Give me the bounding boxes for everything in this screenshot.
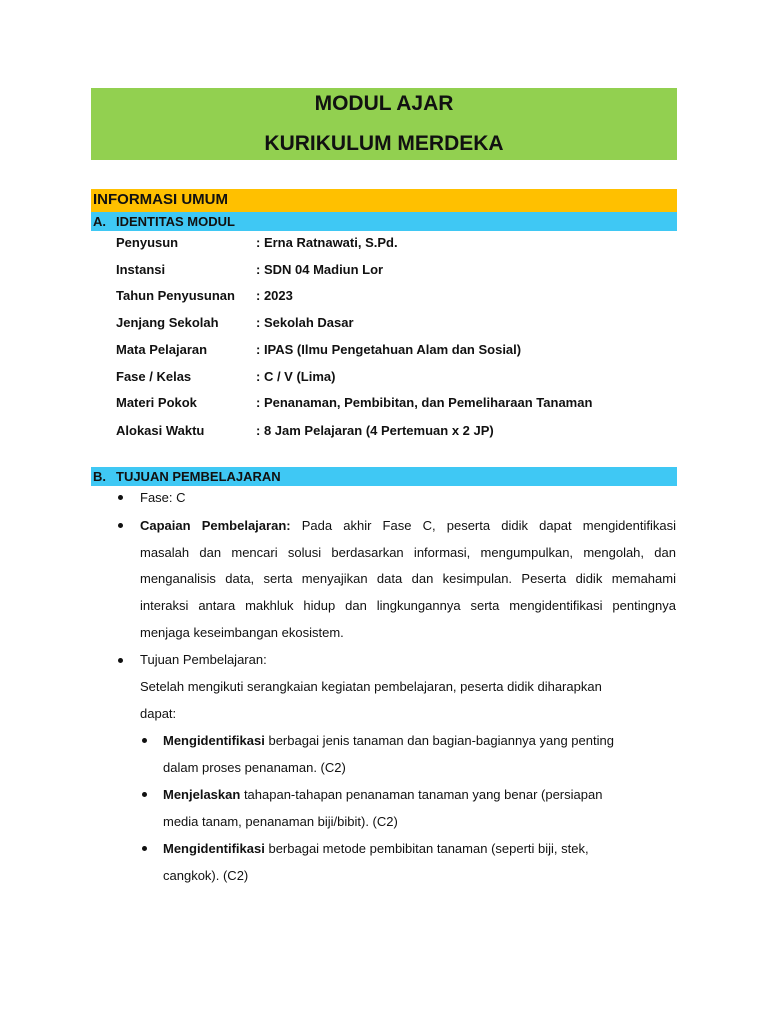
bullet-icon [142,846,147,851]
section-b-header [91,467,677,486]
objective-text: berbagai metode pembibitan tanaman (seperti biji, stek, [264,841,589,856]
section-a-label: IDENTITAS MODUL [116,214,235,229]
identity-value: : C / V (Lima) [256,369,336,384]
objective-line [163,733,614,748]
identity-row [116,342,676,362]
objective-line [163,841,589,856]
section-b-letter: B. [93,469,106,484]
capaian-line: interaksi antara makhluk hidup dan lingkungannya serta mengidentifikasi pentingnya [140,598,676,613]
objective-verb: Mengidentifikasi [163,841,265,856]
identity-row [116,315,676,335]
capaian-line [140,518,676,533]
info-umum-label: INFORMASI UMUM [93,191,228,208]
bullet-icon [142,738,147,743]
tujuan-intro: dapat: [140,706,177,721]
bullet-icon [118,658,123,663]
identity-value: : Erna Ratnawati, S.Pd. [256,235,398,250]
identity-row [116,288,676,308]
identity-value: : SDN 04 Madiun Lor [256,262,384,277]
capaian-line: masalah dan mencari solusi berdasarkan informasi, mengumpulkan, mengolah, dan [140,545,676,560]
capaian-line: menjaga keseimbangan ekosistem. [140,625,344,640]
identity-value: : 2023 [256,288,293,303]
identity-key: Materi Pokok [116,395,197,410]
tujuan-intro: Setelah mengikuti serangkaian kegiatan pembelajaran, peserta didik diharapkan [140,679,602,694]
section-b-label: TUJUAN PEMBELAJARAN [116,469,281,484]
identity-key: Penyusun [116,235,179,250]
identity-row [116,423,676,443]
capaian-line: menganalisis data, serta menyajikan data dan kesimpulan. Peserta didik memahami [140,571,676,586]
identity-row [116,262,676,282]
title-banner [91,88,677,160]
objective-text: berbagai jenis tanaman dan bagian-bagiannya yang penting [264,733,614,748]
identity-row [116,395,676,415]
identity-value: : 8 Jam Pelajaran (4 Pertemuan x 2 JP) [256,423,494,438]
identity-value: : IPAS (Ilmu Pengetahuan Alam dan Sosial) [256,342,522,357]
bullet-icon [118,523,123,528]
info-umum-header [91,189,677,212]
identity-key: Instansi [116,262,166,277]
section-a-header [91,212,677,231]
identity-row [116,369,676,389]
identity-value: : Sekolah Dasar [256,315,354,330]
objective-line [163,787,602,802]
objective-verb: Menjelaskan [163,787,241,802]
capaian-label: Capaian Pembelajaran: [140,518,291,533]
identity-key: Jenjang Sekolah [116,315,219,330]
section-a-letter: A. [93,214,106,229]
objective-line: dalam proses penanaman. (C2) [163,760,346,775]
identity-value: : Penanaman, Pembibitan, dan Pemeliharaan Tanaman [256,395,593,410]
objective-verb: Mengidentifikasi [163,733,265,748]
identity-key: Alokasi Waktu [116,423,205,438]
identity-key: Tahun Penyusunan [116,288,235,303]
bullet-icon [118,495,123,500]
document-title: MODUL AJAR [314,92,454,115]
tujuan-label: Tujuan Pembelajaran: [140,652,267,667]
identity-row [116,235,676,255]
objective-text: tahapan-tahapan penanaman tanaman yang benar (persiapan [240,787,603,802]
objective-line: cangkok). (C2) [163,868,249,883]
identity-key: Fase / Kelas [116,369,192,384]
identity-key: Mata Pelajaran [116,342,208,357]
capaian-text: Pada akhir Fase C, peserta didik dapat mengidentifikasi [290,518,676,533]
document-subtitle: KURIKULUM MERDEKA [264,132,504,155]
bullet-icon [142,792,147,797]
fase-text: Fase: C [140,490,186,505]
objective-line: media tanam, penanaman biji/bibit). (C2) [163,814,398,829]
